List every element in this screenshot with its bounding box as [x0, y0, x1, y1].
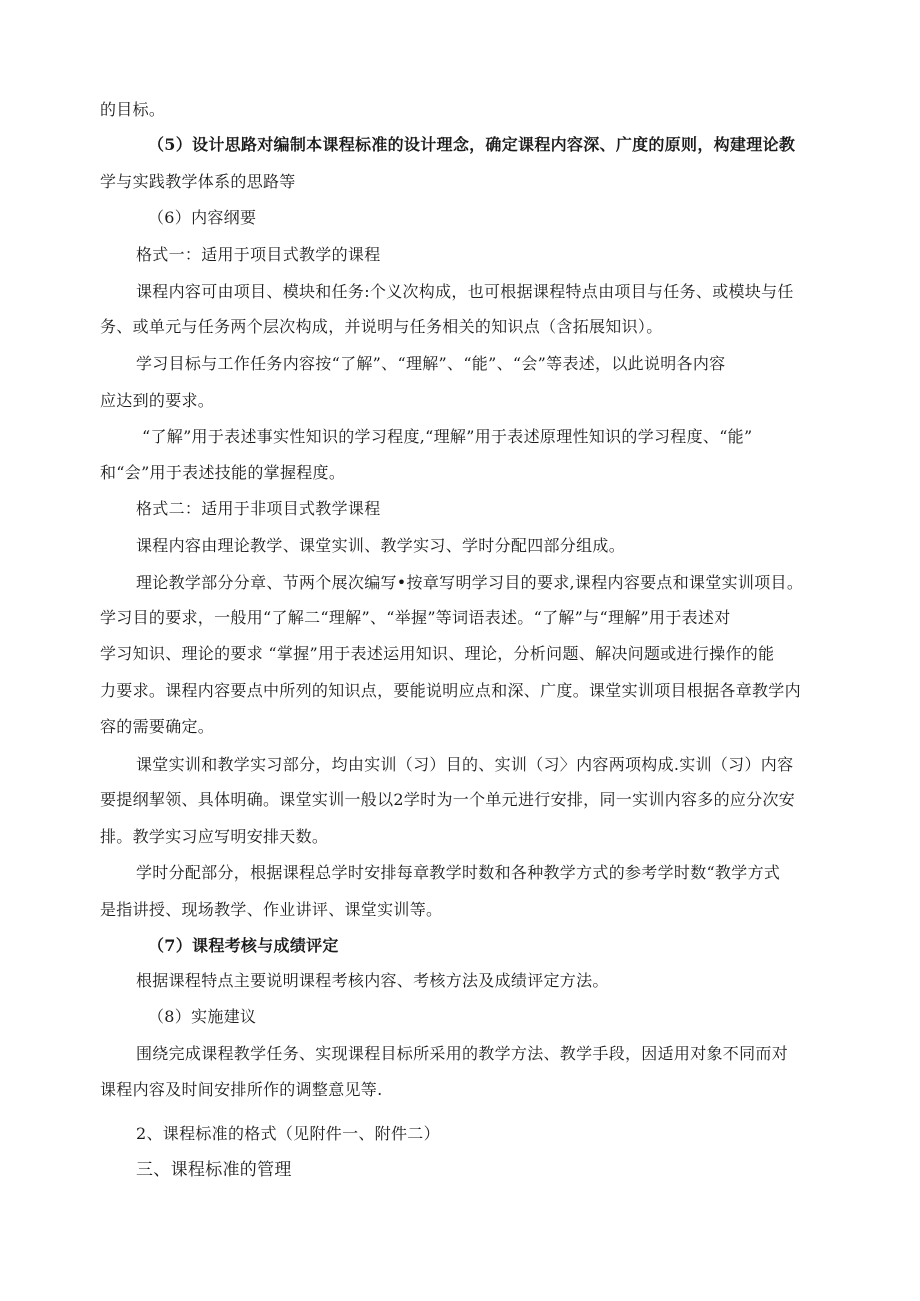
paragraph-line: 围绕完成课程教学任务、实现课程目标所采用的教学方法、教学手段，因适用对象不同而对 [136, 1044, 789, 1063]
paragraph-line: 是指讲授、现场教学、作业讲评、课堂实训等。 [100, 900, 443, 919]
paragraph-line: 课程内容可由项目、模块和任务:个义次构成，也可根据课程特点由项目与任务、或模块与任 [136, 282, 794, 301]
paragraph-line: 学与实践教学体系的思路等 [100, 172, 296, 191]
section-heading-6: （6）内容纲要 [148, 208, 257, 227]
paragraph-line: 要提纲挈领、具体明确。课堂实训一般以2学时为一个单元进行安排，同一实训内容多的应分次安 [100, 790, 796, 809]
paragraph-line: 力要求。课程内容要点中所列的知识点，要能说明应点和深、广度。课堂实训项目根据各章教学内 [100, 681, 801, 700]
paragraph-line: 课堂实训和教学实习部分，均由实训（习）目的、实训（习〉内容两项构成.实训（习）内容 [136, 755, 794, 774]
subsection-heading-2: 2、课程标准的格式（见附件一、附件二） [136, 1124, 440, 1143]
paragraph-line: 根据课程特点主要说明课程考核内容、考核方法及成绩评定方法。 [136, 971, 609, 990]
section-heading-7: （7）课程考核与成绩评定 [148, 936, 339, 955]
chapter-heading-3: 三、课程标准的管理 [136, 1160, 292, 1180]
paragraph-line: 的目标。 [100, 100, 166, 119]
paragraph-line: 应达到的要求。 [100, 391, 215, 410]
paragraph-line: 容的需要确定。 [100, 717, 215, 736]
paragraph-line: 学习目的要求，一般用“了解二“理解”、“举握”等词语表述。“了解”与“理解”用于表述对 [100, 608, 731, 627]
paragraph-line: 课程内容由理论教学、课堂实训、教学实习、学时分配四部分组成。 [136, 536, 626, 555]
paragraph-line: 务、或单元与任务两个层次构成，并说明与任务相关的知识点（含拓展知识）。 [100, 317, 663, 336]
section-heading-8: （8）实施建议 [148, 1007, 257, 1026]
paragraph-line: 理论教学部分分章、节两个展次编写•按章写明学习目的要求,课程内容要点和课堂实训项目。 [136, 573, 804, 592]
paragraph-line: 学习目标与工作任务内容按“了解”、“理解”、“能”、“会”等表述，以此说明各内容 [136, 354, 726, 373]
section-heading-5: （5）设计思路对编制本课程标准的设计理念，确定课程内容深、广度的原则，构建理论教 [148, 135, 796, 154]
paragraph-line: 学习知识、理论的要求 “掌握”用于表述运用知识、理论，分析问题、解决问题或进行操作的能 [100, 644, 775, 663]
paragraph-line: 课程内容及时间安排所作的调整意见等. [100, 1080, 383, 1099]
paragraph-line: “了解”用于表述事实性知识的学习程度,“理解”用于表述原理性知识的学习程度、“能” [142, 427, 753, 446]
paragraph-line: 学时分配部分，根据课程总学时安排每章教学时数和各种教学方式的参考学时数“教学方式 [136, 863, 781, 882]
paragraph-line: 和“会”用于表述技能的掌握程度。 [100, 463, 346, 482]
format-one-heading: 格式一：适用于项目式教学的课程 [136, 245, 381, 264]
format-two-heading: 格式二：适用于非项目式教学课程 [136, 499, 381, 518]
paragraph-line: 排。教学实习应写明安排天数。 [100, 827, 329, 846]
